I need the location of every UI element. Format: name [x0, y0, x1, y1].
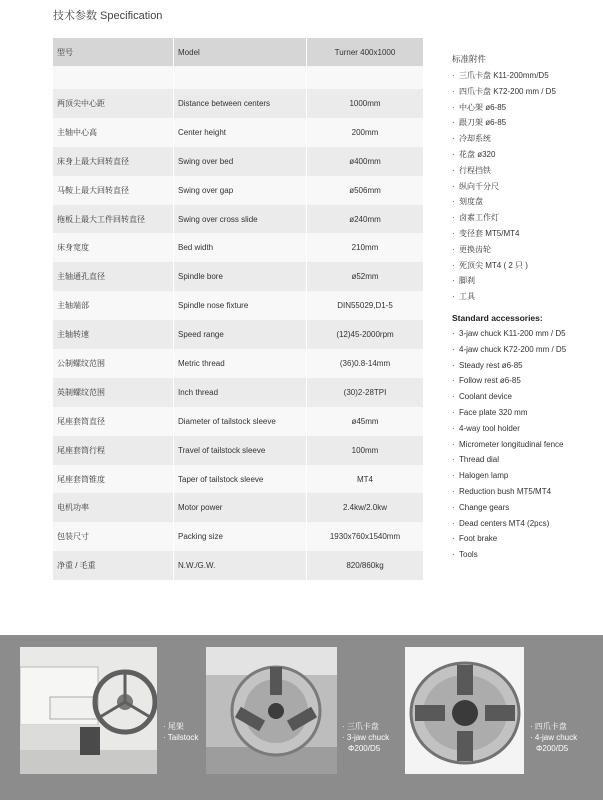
caption-size: Φ200/D5 — [536, 744, 569, 753]
row-value: 200mm — [307, 118, 424, 147]
row-value: 1930x760x1540mm — [307, 522, 424, 551]
row-label-en: Inch thread — [174, 378, 307, 407]
row-label-en: Swing over cross slide — [174, 205, 307, 234]
bullet-icon: · — [452, 486, 455, 496]
row-label-en: Taper of tailstock sleeve — [174, 465, 307, 494]
row-label-cn: 马鞍上最大回转直径 — [53, 176, 174, 205]
row-label-en: Spindle nose fixture — [174, 291, 307, 320]
bullet-icon: · — [452, 86, 455, 96]
row-label-en: Spindle bore — [174, 262, 307, 291]
table-row — [53, 89, 424, 118]
tailstock-photo — [20, 647, 157, 774]
row-value: 100mm — [307, 436, 424, 465]
row-label-cn: 英制螺纹范围 — [53, 378, 174, 407]
row-label-cn: 主轴转速 — [53, 320, 174, 349]
list-item — [452, 131, 556, 147]
row-label-cn: 尾座套筒直径 — [53, 407, 174, 436]
bullet-icon: · — [452, 165, 455, 175]
row-label-cn: 电机功率 — [53, 493, 174, 522]
row-value: 820/860kg — [307, 551, 424, 580]
list-item — [452, 516, 566, 532]
list-item-text: Steady rest ø6-85 — [459, 360, 523, 370]
table-row — [53, 205, 424, 234]
row-label-cn: 两顶尖中心距 — [53, 89, 174, 118]
row-label-en: Distance between centers — [174, 89, 307, 118]
list-item — [452, 531, 566, 547]
caption-size: Φ200/D5 — [348, 744, 381, 753]
list-item — [452, 179, 556, 195]
bullet-icon: · — [452, 550, 455, 560]
list-item-text: Thread dial — [459, 455, 500, 465]
bullet-icon: · — [452, 439, 455, 449]
caption-en: · Tailstock — [163, 733, 199, 742]
bullet-icon: · — [452, 276, 455, 286]
table-row — [53, 291, 424, 320]
list-item — [452, 289, 556, 305]
bullet-icon: · — [452, 329, 455, 338]
row-label-en: Speed range — [174, 320, 307, 349]
list-item-text: 刻度盘 — [459, 197, 483, 207]
list-item — [452, 437, 566, 453]
row-value: (36)0.8-14mm — [307, 349, 424, 378]
list-item-text: 花盘 ø320 — [459, 149, 496, 159]
list-item-text: 更换齿轮 — [459, 244, 491, 254]
bullet-icon: · — [452, 455, 455, 465]
accessories-cn-list — [452, 53, 556, 305]
row-label-cn: 尾座套筒锥度 — [53, 465, 174, 494]
list-item-text: Tools — [459, 550, 478, 560]
list-item-text: 3-jaw chuck K11-200 mm / D5 — [459, 329, 566, 338]
list-item — [452, 452, 566, 468]
list-item-text: 冷却系统 — [459, 134, 491, 144]
table-row — [53, 465, 424, 494]
row-label-cn: 床身上最大回转直径 — [53, 147, 174, 176]
list-item — [452, 358, 566, 374]
table-row — [53, 118, 424, 147]
row-label-en: Travel of tailstock sleeve — [174, 436, 307, 465]
list-item-text: 卤素工作灯 — [459, 213, 499, 223]
four-jaw-chuck-photo — [405, 647, 524, 774]
bullet-icon: · — [452, 71, 455, 80]
table-row — [53, 262, 424, 291]
row-label-cn: 主轴通孔直径 — [53, 262, 174, 291]
list-item-text: 纵向千分尺 — [459, 181, 499, 191]
row-label-cn: 尾座套筒行程 — [53, 436, 174, 465]
list-item-text: 中心架 ø6-85 — [459, 102, 507, 112]
row-value: ø45mm — [307, 407, 424, 436]
accessories-cn-heading: 标准附件 — [452, 54, 487, 64]
row-label-en: Motor power — [174, 493, 307, 522]
caption-cn: · 三爪卡盘 — [342, 722, 379, 731]
list-item — [452, 68, 556, 84]
list-item — [452, 484, 566, 500]
list-item — [452, 226, 556, 242]
list-item — [452, 147, 556, 163]
row-label-en: Swing over gap — [174, 176, 307, 205]
three-jaw-chuck-photo — [206, 647, 337, 774]
list-item — [452, 342, 566, 358]
list-item — [452, 500, 566, 516]
row-label-cn: 主轴端部 — [53, 291, 174, 320]
bullet-icon: · — [452, 260, 455, 270]
accessories-en-heading: Standard accessories: — [452, 313, 543, 323]
list-item-text: 变径套 MT5/MT4 — [459, 228, 520, 238]
table-row — [53, 493, 424, 522]
table-row — [53, 551, 424, 580]
table-row — [53, 378, 424, 407]
list-item-text: 4-jaw chuck K72-200 mm / D5 — [459, 344, 567, 354]
list-item-text: 跟刀架 ø6-85 — [459, 118, 507, 128]
list-item — [452, 421, 566, 437]
list-item-text: Change gears — [459, 502, 510, 512]
bullet-icon: · — [452, 423, 455, 433]
table-row — [53, 436, 424, 465]
list-item-text: Coolant device — [459, 392, 512, 402]
list-item-text: 行程挡铁 — [459, 165, 491, 175]
bullet-icon: · — [452, 181, 455, 191]
row-label-cn: 主轴中心高 — [53, 118, 174, 147]
list-item — [452, 373, 566, 389]
list-item — [452, 468, 566, 484]
bullet-icon: · — [452, 149, 455, 159]
list-item — [452, 405, 566, 421]
table-row — [53, 233, 424, 262]
header-en: Model — [174, 38, 307, 66]
row-value: (30)2-28TPI — [307, 378, 424, 407]
list-item-text: Dead centers MT4 (2pcs) — [459, 518, 550, 528]
list-item — [452, 100, 556, 116]
row-value: MT4 — [307, 465, 424, 494]
bullet-icon: · — [452, 102, 455, 112]
row-label-en: Swing over bed — [174, 147, 307, 176]
row-value: 2.4kw/2.0kw — [307, 493, 424, 522]
row-value: 1000mm — [307, 89, 424, 118]
bullet-icon: · — [452, 134, 455, 144]
list-item-text: 脚刹 — [459, 276, 475, 286]
row-label-cn: 拖板上最大工件回转直径 — [53, 205, 174, 234]
bullet-icon: · — [452, 292, 455, 302]
tailstock-caption — [163, 721, 198, 743]
bullet-icon: · — [452, 244, 455, 254]
list-item-text: 三爪卡盘 K11-200mm/D5 — [459, 71, 549, 80]
spec-table — [53, 38, 424, 580]
row-label-en: Center height — [174, 118, 307, 147]
list-item-text: Reduction bush MT5/MT4 — [459, 486, 552, 496]
bullet-icon: · — [452, 213, 455, 223]
row-label-cn: 床身宽度 — [53, 233, 174, 262]
table-row — [53, 147, 424, 176]
list-item-text: Halogen lamp — [459, 471, 509, 481]
caption-cn: · 四爪卡盘 — [530, 722, 567, 731]
bullet-icon: · — [452, 376, 455, 386]
list-item — [452, 273, 556, 289]
caption-cn: · 尾架 — [163, 722, 184, 731]
list-item-text: 四爪卡盘 K72-200 mm / D5 — [459, 86, 556, 96]
bullet-icon: · — [452, 392, 455, 402]
table-row — [53, 176, 424, 205]
bullet-icon: · — [452, 502, 455, 512]
table-spacer-row — [53, 66, 424, 89]
list-item — [452, 242, 556, 258]
list-item — [452, 115, 556, 131]
row-label-cn: 公制螺纹范围 — [53, 349, 174, 378]
list-item — [452, 326, 566, 342]
list-item — [452, 194, 556, 210]
list-item — [452, 163, 556, 179]
header-model: Turner 400x1000 — [307, 38, 424, 66]
bullet-icon: · — [452, 534, 455, 544]
table-row — [53, 349, 424, 378]
list-item — [452, 210, 556, 226]
list-item-text: 4-way tool holder — [459, 423, 520, 433]
table-row — [53, 522, 424, 551]
header-cn: 型号 — [53, 38, 174, 66]
row-value: ø506mm — [307, 176, 424, 205]
row-label-en: Packing size — [174, 522, 307, 551]
bullet-icon: · — [452, 118, 455, 128]
caption-en: · 4-jaw chuck — [530, 733, 578, 742]
list-item-text: Follow rest ø6-85 — [459, 376, 521, 386]
bullet-icon: · — [452, 471, 455, 481]
row-label-en: Bed width — [174, 233, 307, 262]
bullet-icon: · — [452, 407, 455, 417]
row-label-cn: 净重 / 毛重 — [53, 551, 174, 580]
three-jaw-caption — [342, 721, 389, 754]
bullet-icon: · — [452, 344, 455, 354]
row-label-en: N.W./G.W. — [174, 551, 307, 580]
bullet-icon: · — [452, 197, 455, 207]
list-item — [452, 84, 556, 100]
table-row — [53, 320, 424, 349]
table-header-row — [53, 38, 424, 66]
row-value: 210mm — [307, 233, 424, 262]
row-label-cn: 包装尺寸 — [53, 522, 174, 551]
row-value: ø240mm — [307, 205, 424, 234]
list-item-text: 工具 — [459, 292, 475, 302]
list-item-text: 死顶尖 MT4 ( 2 只 ) — [459, 260, 528, 270]
list-item-text: Micrometer longitudinal fence — [459, 439, 564, 449]
row-label-en: Metric thread — [174, 349, 307, 378]
table-row — [53, 407, 424, 436]
page-title: 技术参数 Specification — [53, 10, 163, 22]
row-label-en: Diameter of tailstock sleeve — [174, 407, 307, 436]
list-item-text: Foot brake — [459, 534, 498, 544]
four-jaw-caption — [530, 721, 577, 754]
list-item — [452, 258, 556, 274]
photo-band — [0, 635, 603, 800]
bullet-icon: · — [452, 518, 455, 528]
accessories-en-list — [452, 313, 566, 563]
list-item-text: Face plate 320 mm — [459, 407, 528, 417]
caption-en: · 3-jaw chuck — [342, 733, 390, 742]
row-value: (12)45-2000rpm — [307, 320, 424, 349]
list-item — [452, 547, 566, 563]
row-value: DIN55029,D1-5 — [307, 291, 424, 320]
row-value: ø400mm — [307, 147, 424, 176]
list-item — [452, 389, 566, 405]
bullet-icon: · — [452, 228, 455, 238]
bullet-icon: · — [452, 360, 455, 370]
row-value: ø52mm — [307, 262, 424, 291]
